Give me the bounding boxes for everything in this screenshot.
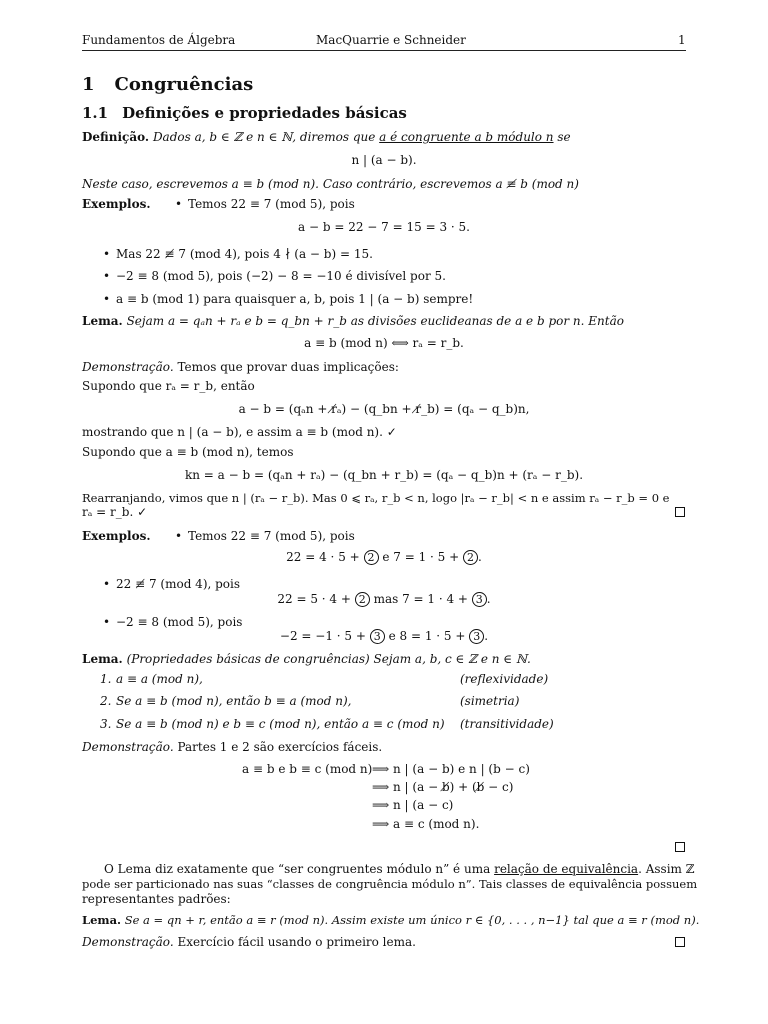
paragraph-line-1-a: O Lema diz exatamente que “ser congruentes módulo n” é uma	[104, 862, 491, 876]
lemma-2-text: (Propriedades básicas de congruências) Sejam a, b, c ∈ ℤ e n ∈ ℕ.	[126, 652, 531, 666]
circled-remainder: 2	[364, 550, 379, 565]
definition-text-a: Dados a, b ∈ ℤ e n ∈ ℕ, diremos que	[152, 130, 376, 144]
definition-term: a é congruente a b módulo n	[379, 130, 554, 144]
proof-2-line-1-left: a ≡ b e b ≡ c (mod n)	[242, 762, 373, 776]
definition-display: n | (a − b).	[351, 153, 417, 167]
proof-1-display-1: a − b = (qₐn + r̸ₐ) − (q_bn + r̸_b) = (qₐ − q_b)n,	[238, 402, 530, 416]
definition-note: Neste caso, escrevemos a ≡ b (mod n). Caso contrário, escrevemos a ≢ b (mod n)	[82, 177, 579, 191]
proof-1-display-2: kn = a − b = (qₐn + rₐ) − (q_bn + r_b) = (qₐ − q_b)n + (rₐ − r_b).	[184, 468, 584, 482]
header-rule	[82, 50, 686, 51]
example-2-display-2-b: mas 7 = 1 · 4 +	[373, 592, 468, 606]
lemma-1	[82, 314, 624, 329]
definition-text-b: se	[557, 130, 571, 144]
example-2-display-2-a: 22 = 5 · 4 +	[277, 592, 351, 606]
lemma-3-label: Lema.	[82, 913, 122, 927]
circled-remainder: 2	[463, 550, 478, 565]
lemma-2-item-1-num: 1.	[100, 672, 112, 686]
proof-2-line-1-right: ⟹ n | (a − b) e n | (b − c)	[372, 762, 530, 776]
example-2-item-1: • Temos 22 ≡ 7 (mod 5), pois	[188, 529, 355, 544]
lemma-2-item-2-num: 2.	[100, 694, 112, 708]
circled-remainder: 2	[355, 592, 370, 607]
qed-square	[675, 937, 685, 947]
example-2-display-1: 22 = 4 · 5 + 2 e 7 = 1 · 5 + 2 .	[286, 550, 482, 564]
example-2-display-3: −2 = −1 · 5 + 3 e 8 = 1 · 5 + 3 .	[279, 629, 489, 643]
example-2-display-3-a: −2 = −1 · 5 +	[279, 629, 366, 643]
paragraph-line-1	[104, 862, 695, 877]
paragraph-line-3: representantes padrões:	[82, 892, 231, 906]
lemma-2-item-1-tag: (reflexividade)	[460, 672, 549, 686]
proof-3	[82, 935, 416, 950]
qed-square	[675, 842, 685, 852]
subsection-number: 1.1	[82, 104, 109, 122]
circled-remainder: 3	[472, 592, 487, 607]
lemma-2-item-3-text: Se a ≡ b (mod n) e b ≡ c (mod n), então a ≡ c (mod n)	[116, 717, 445, 731]
proof-1-intro: Temos que provar duas implicações:	[177, 360, 399, 374]
lemma-3	[82, 913, 699, 928]
lemma-1-display: a ≡ b (mod n) ⟺ rₐ = r_b.	[304, 336, 464, 350]
lemma-2-item-2-text: Se a ≡ b (mod n), então b ≡ a (mod n),	[116, 694, 352, 708]
subsection-heading	[82, 104, 407, 122]
circled-remainder: 3	[370, 629, 385, 644]
proof-3-text: Exercício fácil usando o primeiro lema.	[177, 935, 416, 949]
examples-label-1: Exemplos.	[82, 197, 151, 211]
example-2-display-2: 22 = 5 · 4 + 2 mas 7 = 1 · 4 + 3 .	[277, 592, 491, 606]
lemma-3-text: Se a = qn + r, então a ≡ r (mod n). Assim existe um único r ∈ {0, . . . , n−1} tal que a ≡ r (mod n).	[124, 913, 700, 927]
lemma-1-text: Sejam a = qₐn + rₐ e b = q_bn + r_b as divisões euclideanas de a e b por n. Então	[126, 314, 624, 328]
example-1-item-2: • Mas 22 ≢ 7 (mod 4), pois 4 ∤ (a − b) = 15.	[116, 247, 373, 262]
page-number: 1	[678, 33, 686, 47]
lemma-2-item-3-tag: (transitividade)	[460, 717, 554, 731]
proof-1-line-3: Supondo que a ≡ b (mod n), temos	[82, 445, 294, 459]
section-number: 1	[82, 74, 95, 95]
proof-2-line-2-right: ⟹ n | (a − b̸) + (b̸ − c)	[372, 780, 514, 794]
proof-2-label: Demonstração.	[82, 740, 174, 754]
circled-remainder: 3	[469, 629, 484, 644]
equivalence-relation-term: relação de equivalência	[494, 862, 639, 876]
example-1-item-4: • a ≡ b (mod 1) para quaisquer a, b, pois 1 | (a − b) sempre!	[116, 292, 473, 307]
example-2-display-1-a: 22 = 4 · 5 +	[286, 550, 360, 564]
proof-1-intro-line	[82, 360, 399, 375]
examples-label-2: Exemplos.	[82, 529, 151, 543]
proof-1-line-5: rₐ = r_b. ✓	[82, 505, 148, 519]
paragraph-line-1-b: . Assim ℤ	[638, 862, 695, 876]
proof-1-label: Demonstração.	[82, 360, 174, 374]
lemma-2	[82, 652, 531, 667]
lemma-2-label: Lema.	[82, 652, 123, 666]
lemma-2-item-2-tag: (simetria)	[460, 694, 520, 708]
example-1-item-1: • Temos 22 ≡ 7 (mod 5), pois	[188, 197, 355, 212]
lemma-2-item-3-num: 3.	[100, 717, 112, 731]
proof-1-line-1: Supondo que rₐ = r_b, então	[82, 379, 255, 393]
definition	[82, 130, 571, 145]
section-heading	[82, 74, 253, 95]
proof-2-line-3-right: ⟹ n | (a − c)	[372, 798, 454, 812]
subsection-title: Definições e propriedades básicas	[122, 104, 407, 122]
header-left: Fundamentos de Álgebra	[82, 33, 236, 47]
proof-2-intro-line	[82, 740, 382, 755]
example-1-display-1: a − b = 22 − 7 = 15 = 3 · 5.	[298, 220, 470, 234]
proof-2-line-4-right: ⟹ a ≡ c (mod n).	[372, 817, 480, 831]
example-2-item-3: • −2 ≡ 8 (mod 5), pois	[116, 615, 242, 630]
proof-1-line-2: mostrando que n | (a − b), e assim a ≡ b (mod n). ✓	[82, 425, 397, 439]
lemma-2-item-1-text: a ≡ a (mod n),	[116, 672, 203, 686]
paragraph-line-2: pode ser particionado nas suas “classes de congruência módulo n”. Tais classes de equivalência possuem	[82, 877, 698, 891]
proof-2-intro: Partes 1 e 2 são exercícios fáceis.	[177, 740, 383, 754]
example-2-display-1-b: e 7 = 1 · 5 +	[382, 550, 460, 564]
proof-1-line-4: Rearranjando, vimos que n | (rₐ − r_b). Mas 0 ⩽ rₐ, r_b < n, logo |rₐ − r_b| < n e assim rₐ − r_b = 0 e	[82, 491, 670, 505]
definition-label: Definição.	[82, 130, 150, 144]
example-2-display-3-b: e 8 = 1 · 5 +	[388, 629, 466, 643]
example-1-item-3: • −2 ≡ 8 (mod 5), pois (−2) − 8 = −10 é divisível por 5.	[116, 269, 446, 284]
proof-3-label: Demonstração.	[82, 935, 174, 949]
example-2-item-2: • 22 ≢ 7 (mod 4), pois	[116, 577, 240, 592]
section-title: Congruências	[114, 74, 254, 95]
qed-square	[675, 507, 685, 517]
lemma-1-label: Lema.	[82, 314, 123, 328]
header-center: MacQuarrie e Schneider	[316, 33, 466, 47]
